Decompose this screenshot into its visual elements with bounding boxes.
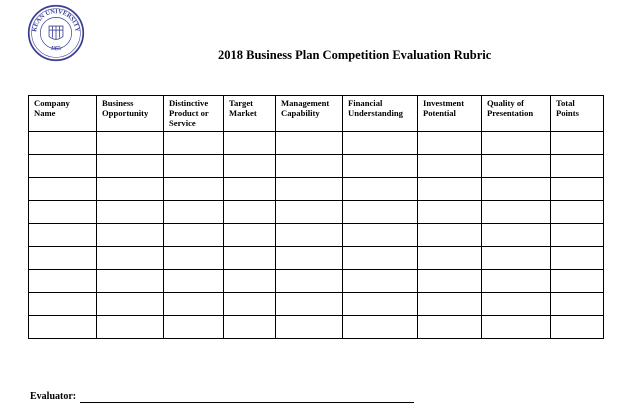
- table-cell[interactable]: [164, 293, 224, 316]
- table-cell[interactable]: [164, 270, 224, 293]
- table-cell[interactable]: [551, 155, 604, 178]
- column-header-quality-of-presentation: Quality of Presentation: [482, 96, 551, 132]
- table-cell[interactable]: [276, 270, 343, 293]
- university-seal-icon: [27, 4, 85, 62]
- table-row: [29, 224, 604, 247]
- table-cell[interactable]: [276, 224, 343, 247]
- table-cell[interactable]: [276, 155, 343, 178]
- table-cell[interactable]: [276, 293, 343, 316]
- table-cell[interactable]: [343, 293, 418, 316]
- table-cell[interactable]: [418, 247, 482, 270]
- page-title: 2018 Business Plan Competition Evaluation Rubric: [218, 48, 492, 62]
- table-row: [29, 293, 604, 316]
- table-row: [29, 178, 604, 201]
- seal-year: [50, 45, 63, 52]
- table-cell[interactable]: [164, 201, 224, 224]
- table-cell[interactable]: [29, 224, 97, 247]
- table-cell[interactable]: [482, 201, 551, 224]
- table-cell[interactable]: [276, 316, 343, 339]
- seal-text-top-path: KEAN UNIVERSITY: [31, 8, 81, 33]
- table-cell[interactable]: [551, 178, 604, 201]
- table-cell[interactable]: [97, 155, 164, 178]
- table-row: [29, 201, 604, 224]
- table-cell[interactable]: [29, 132, 97, 155]
- table-row: [29, 316, 604, 339]
- table-cell[interactable]: [276, 201, 343, 224]
- table-cell[interactable]: [164, 155, 224, 178]
- table-row: [29, 132, 604, 155]
- table-cell[interactable]: [224, 132, 276, 155]
- table-cell[interactable]: [97, 293, 164, 316]
- table-cell[interactable]: [29, 316, 97, 339]
- table-cell[interactable]: [164, 316, 224, 339]
- table-cell[interactable]: [551, 270, 604, 293]
- table-cell[interactable]: [224, 247, 276, 270]
- table-cell[interactable]: [418, 155, 482, 178]
- table-cell[interactable]: [276, 132, 343, 155]
- column-header-business-opportunity: Business Opportunity: [97, 96, 164, 132]
- column-header-target-market: Target Market: [224, 96, 276, 132]
- table-cell[interactable]: [29, 178, 97, 201]
- table-cell[interactable]: [418, 270, 482, 293]
- column-header-investment-potential: Investment Potential: [418, 96, 482, 132]
- column-header-financial-understanding: Financial Understanding: [343, 96, 418, 132]
- table-cell[interactable]: [224, 178, 276, 201]
- table-cell[interactable]: [343, 316, 418, 339]
- table-cell[interactable]: [276, 247, 343, 270]
- table-cell[interactable]: [418, 293, 482, 316]
- table-cell[interactable]: [276, 178, 343, 201]
- table-cell[interactable]: [97, 316, 164, 339]
- table-cell[interactable]: [482, 132, 551, 155]
- table-cell[interactable]: [97, 132, 164, 155]
- table-cell[interactable]: [418, 132, 482, 155]
- column-header-distinctive-product: Distinctive Product or Service: [164, 96, 224, 132]
- table-cell[interactable]: [418, 224, 482, 247]
- table-cell[interactable]: [551, 316, 604, 339]
- table-cell[interactable]: [224, 224, 276, 247]
- seal-emblem: [49, 26, 63, 39]
- column-header-management-capability: Management Capability: [276, 96, 343, 132]
- table-cell[interactable]: [343, 224, 418, 247]
- table-cell[interactable]: [551, 201, 604, 224]
- table-cell[interactable]: [97, 201, 164, 224]
- table-cell[interactable]: [482, 293, 551, 316]
- table-cell[interactable]: [343, 201, 418, 224]
- table-row: [29, 155, 604, 178]
- evaluator-signature-line[interactable]: [80, 402, 414, 403]
- table-cell[interactable]: [224, 293, 276, 316]
- column-header-total-points: Total Points: [551, 96, 604, 132]
- column-header-company-name: Company Name: [29, 96, 97, 132]
- table-cell[interactable]: [97, 270, 164, 293]
- table-cell[interactable]: [224, 270, 276, 293]
- table-cell[interactable]: [482, 316, 551, 339]
- table-cell[interactable]: [29, 293, 97, 316]
- table-cell[interactable]: [482, 178, 551, 201]
- table-cell[interactable]: [482, 247, 551, 270]
- table-cell[interactable]: [164, 132, 224, 155]
- table-cell[interactable]: [224, 201, 276, 224]
- table-cell[interactable]: [343, 247, 418, 270]
- table-cell[interactable]: [224, 316, 276, 339]
- table-cell[interactable]: [551, 247, 604, 270]
- table-cell[interactable]: [29, 270, 97, 293]
- rubric-table: [28, 95, 604, 339]
- table-cell[interactable]: [551, 132, 604, 155]
- table-cell[interactable]: [418, 201, 482, 224]
- evaluator-label: Evaluator:: [30, 391, 77, 402]
- table-cell[interactable]: [29, 155, 97, 178]
- table-cell[interactable]: [343, 155, 418, 178]
- table-cell[interactable]: [551, 224, 604, 247]
- table-cell[interactable]: [224, 155, 276, 178]
- table-row: [29, 270, 604, 293]
- table-cell[interactable]: [97, 247, 164, 270]
- table-cell[interactable]: [164, 224, 224, 247]
- table-cell[interactable]: [29, 201, 97, 224]
- table-cell[interactable]: [29, 247, 97, 270]
- table-header-row: [29, 96, 604, 132]
- table-cell[interactable]: [482, 270, 551, 293]
- rubric-table-body: [29, 132, 604, 339]
- table-cell[interactable]: [343, 132, 418, 155]
- table-cell[interactable]: [418, 316, 482, 339]
- table-cell[interactable]: [343, 270, 418, 293]
- table-cell[interactable]: [418, 178, 482, 201]
- table-cell[interactable]: [164, 178, 224, 201]
- table-row: [29, 247, 604, 270]
- table-cell[interactable]: [482, 224, 551, 247]
- table-cell[interactable]: [482, 155, 551, 178]
- table-cell[interactable]: [164, 247, 224, 270]
- table-cell[interactable]: [551, 293, 604, 316]
- seal-year-path: 1855: [49, 45, 63, 53]
- table-cell[interactable]: [97, 178, 164, 201]
- table-cell[interactable]: [343, 178, 418, 201]
- table-cell[interactable]: [97, 224, 164, 247]
